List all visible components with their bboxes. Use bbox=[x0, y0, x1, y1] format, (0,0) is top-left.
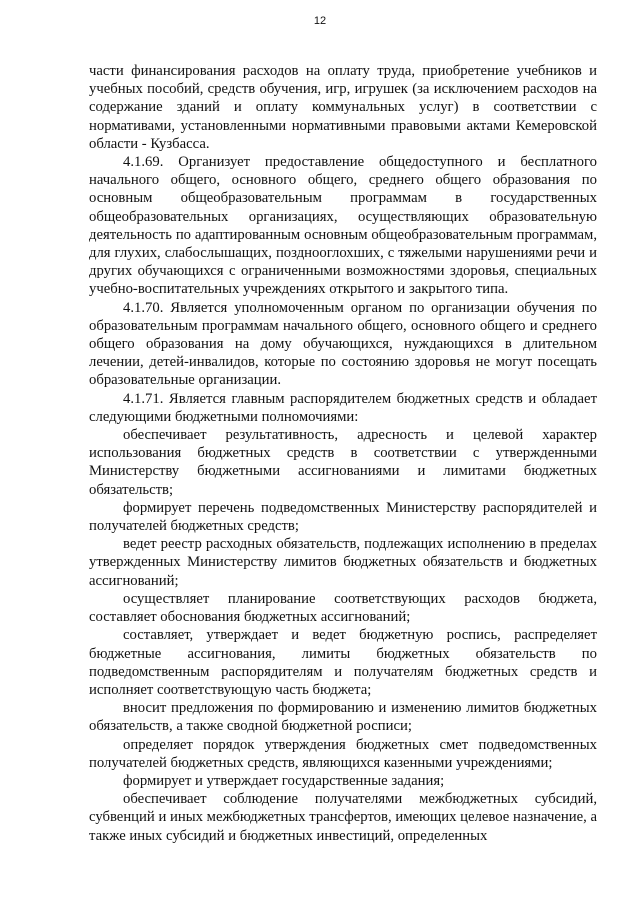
paragraph-continuation: части финансирования расходов на оплату труда, приобретение учебников и учебных пособий, средств обучения, игр, игрушек (за исключением расходов на содержание зданий и оплату коммунальных услуг) в соответствии с нормативами, установленными нормативными правовыми актами Кемеровской области - Кузбасса. bbox=[89, 63, 597, 152]
paragraph-4-1-69: 4.1.69. Организует предоставление общедоступного и бесплатного начального общего, основного общего, среднего общего образования по основным общеобразовательным программам в государственных общеобразовательных организациях, осуществляющих образовательную деятельность по адаптированным основным общеобразовательным программам, для глухих, слабослышащих, позднооглохших, с тяжелыми нарушениями речи и других обучающихся с ограниченными возможностями здоровья, специальных учебно-воспитательных учреждениях открытого и закрытого типа. bbox=[89, 154, 597, 298]
list-item: определяет порядок утверждения бюджетных смет подведомственных получателей бюджетных средств, являющихся казенными учреждениями; bbox=[89, 736, 597, 771]
list-item: формирует и утверждает государственные задания; bbox=[123, 772, 445, 789]
paragraph-4-1-71: 4.1.71. Является главным распорядителем бюджетных средств и обладает следующими бюджетными полномочиями: bbox=[89, 390, 597, 425]
document-body bbox=[89, 62, 597, 845]
paragraph-4-1-70: 4.1.70. Является уполномоченным органом по организации обучения по образовательным программам начального общего, основного общего и среднего общего образования на дому обучающихся, нуждающихся в длительном лечении, детей-инвалидов, которые по состоянию здоровья не могут посещать образовательные организации. bbox=[89, 299, 597, 389]
list-item: формирует перечень подведомственных Министерству распорядителей и получателей бюджетных средств; bbox=[89, 499, 597, 535]
list-item: ведет реестр расходных обязательств, подлежащих исполнению в пределах утвержденных Министерству лимитов бюджетных обязательств и бюджетных ассигнований; bbox=[89, 536, 597, 589]
list-item: осуществляет планирование соответствующих расходов бюджета, составляет обоснования бюджетных ассигнований; bbox=[89, 590, 597, 626]
list-item: обеспечивает результативность, адресность и целевой характер использования бюджетных средств в соответствии с утвержденными Министерству бюджетными ассигнованиями и лимитами бюджетных обязательств; bbox=[89, 427, 597, 498]
list-item: обеспечивает соблюдение получателями межбюджетных субсидий, субвенций и иных межбюджетных трансфертов, имеющих целевое назначение, а также иных субсидий и бюджетных инвестиций, определенных bbox=[89, 791, 597, 844]
list-item: вносит предложения по формированию и изменению лимитов бюджетных обязательств, а также сводной бюджетной росписи; bbox=[89, 700, 597, 735]
page-number: 12 bbox=[313, 15, 327, 27]
list-item: составляет, утверждает и ведет бюджетную роспись, распределяет бюджетные ассигнования, лимиты бюджетных обязательств по подведомственным распорядителям и получателям бюджетных средств и исполняет соответствующую часть бюджета; bbox=[89, 627, 597, 698]
